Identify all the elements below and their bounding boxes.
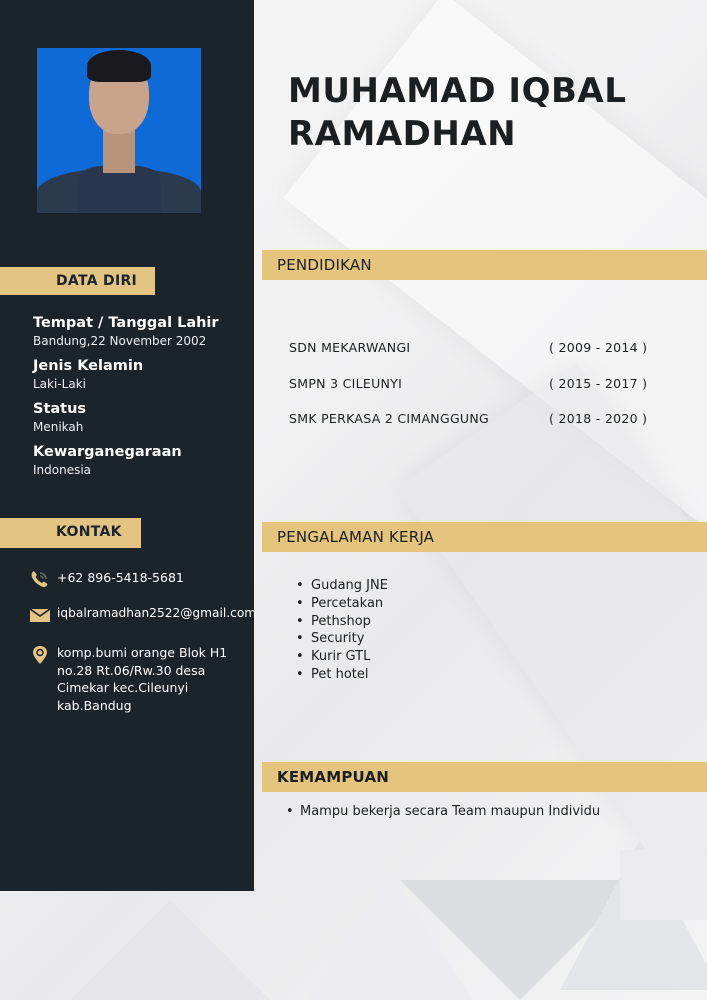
- info-label: Jenis Kelamin: [33, 358, 144, 374]
- contact-address: [30, 644, 247, 714]
- info-item-citizenship: [33, 443, 248, 478]
- full-name: MUHAMAD IQBAL RAMADHAN: [288, 71, 627, 154]
- kontak-heading: KONTAK: [0, 518, 141, 548]
- list-item: • Pethshop: [296, 613, 388, 631]
- list-item: • Percetakan: [296, 595, 388, 613]
- pendidikan-heading: PENDIDIKAN: [262, 250, 707, 280]
- info-value: Menikah: [33, 420, 84, 434]
- list-item: • Pet hotel: [296, 666, 388, 684]
- profile-photo: [37, 48, 201, 213]
- bg-triangle: [60, 900, 280, 1000]
- kemampuan-heading: KEMAMPUAN: [262, 762, 707, 792]
- education-row: [289, 340, 689, 376]
- personal-data-list: [33, 314, 248, 486]
- info-label: Status: [33, 401, 87, 417]
- school-name: SDN MEKARWANGI: [289, 340, 411, 355]
- data-diri-heading: DATA DIRI: [0, 267, 155, 295]
- info-label: Kewarganegaraan: [33, 444, 182, 460]
- info-value: Bandung,22 November 2002: [33, 334, 207, 348]
- info-item-status: [33, 400, 248, 435]
- phone-number: +62 896-5418-5681: [57, 570, 184, 585]
- info-item-gender: [33, 357, 248, 392]
- contact-email: [30, 606, 256, 624]
- location-pin-icon: [30, 644, 50, 664]
- list-item: • Security: [296, 630, 388, 648]
- sidebar: [0, 0, 257, 891]
- bg-shape: [620, 850, 707, 920]
- info-value: Indonesia: [33, 463, 92, 477]
- skills-list: [286, 803, 600, 821]
- address-text: komp.bumi orange Blok H1 no.28 Rt.06/Rw.30 desa Cimekar kec.Cileunyi kab.Bandug: [57, 645, 228, 713]
- info-label: Tempat / Tanggal Lahir: [33, 315, 219, 331]
- education-row: [289, 411, 689, 447]
- school-years: ( 2015 - 2017 ): [549, 375, 648, 391]
- mail-icon: [30, 606, 50, 624]
- contact-phone: [30, 570, 184, 588]
- list-item: • Kurir GTL: [296, 648, 388, 666]
- info-value: Laki-Laki: [33, 377, 86, 391]
- email-address: iqbalramadhan2522@gmail.com: [57, 606, 257, 620]
- school-name: SMPN 3 CILEUNYI: [289, 375, 403, 391]
- school-name: SMK PERKASA 2 CIMANGGUNG: [289, 411, 490, 426]
- pengalaman-heading: PENGALAMAN KERJA: [262, 522, 707, 552]
- list-item: • Mampu bekerja secara Team maupun Individu: [286, 803, 600, 821]
- list-item: • Gudang JNE: [296, 577, 388, 595]
- education-list: [289, 340, 689, 447]
- school-years: ( 2009 - 2014 ): [549, 340, 648, 355]
- phone-icon: [30, 570, 50, 588]
- school-years: ( 2018 - 2020 ): [549, 411, 648, 426]
- info-item-birth: [33, 314, 248, 349]
- experience-list: [296, 577, 388, 684]
- education-row: [289, 376, 689, 412]
